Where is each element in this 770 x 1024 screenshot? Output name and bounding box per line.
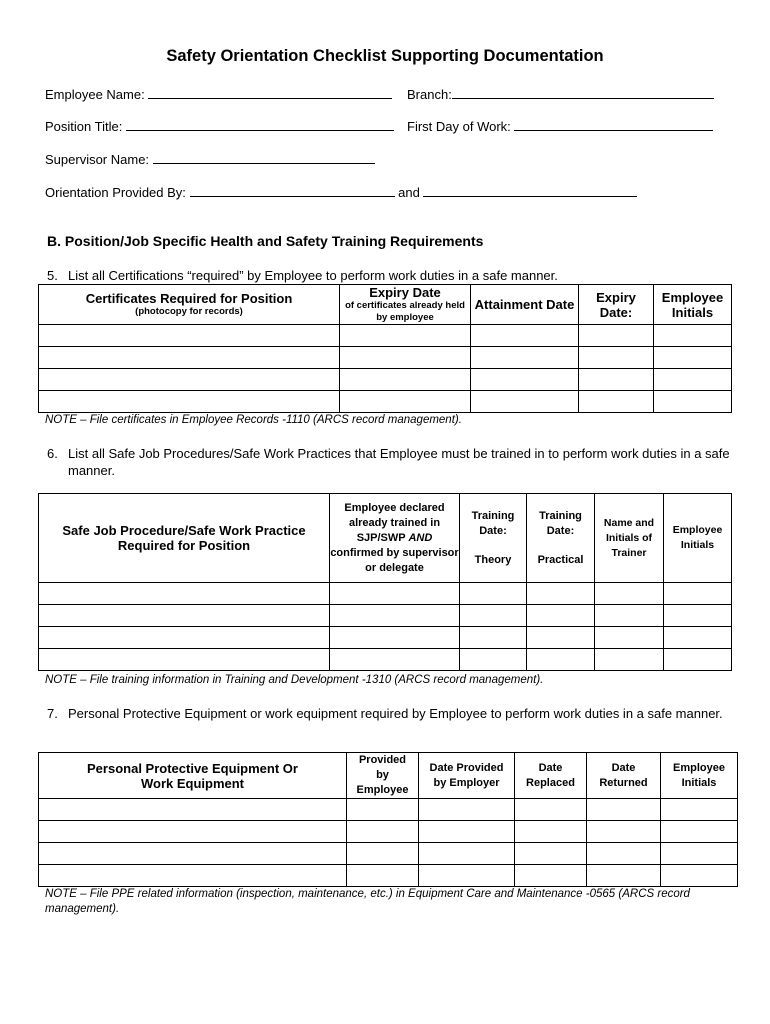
branch-row [407, 87, 714, 102]
table-cell[interactable] [419, 843, 515, 865]
item-7 [47, 705, 737, 722]
certifications-table [38, 284, 732, 413]
table-cell[interactable] [587, 821, 661, 843]
table-cell[interactable] [39, 325, 340, 347]
table-row [39, 649, 732, 671]
table-cell[interactable] [595, 605, 664, 627]
table-cell[interactable] [460, 649, 527, 671]
col-training-theory-sublabel: Theory [474, 553, 512, 566]
table-cell[interactable] [587, 843, 661, 865]
table-row [39, 369, 732, 391]
table-cell[interactable] [595, 583, 664, 605]
table-row [39, 347, 732, 369]
table-cell[interactable] [460, 583, 527, 605]
table-cell[interactable] [39, 583, 330, 605]
col-training-practical [527, 494, 595, 583]
col-expiry-held-sublabel: of certificates already held by employee [345, 300, 465, 323]
table-cell[interactable] [419, 799, 515, 821]
table-cell[interactable] [39, 391, 340, 413]
table-cell[interactable] [471, 325, 579, 347]
table-cell[interactable] [579, 369, 654, 391]
table-cell[interactable] [527, 627, 595, 649]
first-day-field[interactable] [514, 119, 713, 131]
col-provided-by-employee: Provided by Employee [347, 753, 419, 799]
table-cell[interactable] [527, 649, 595, 671]
table-cell[interactable] [654, 369, 732, 391]
item-7-note: NOTE – File PPE related information (inspection, maintenance, etc.) in Equipment Care and Maintenance -0565 (ARCS record management). [45, 888, 690, 915]
employee-name-row [45, 87, 392, 102]
table-cell[interactable] [471, 347, 579, 369]
position-title-field[interactable] [126, 119, 394, 131]
table-cell[interactable] [587, 865, 661, 887]
col-certificates [39, 285, 340, 325]
table-row [39, 799, 738, 821]
item-5 [47, 267, 737, 284]
col-training-practical-label: Training Date: [539, 509, 582, 537]
table-cell[interactable] [654, 325, 732, 347]
table-row [39, 821, 738, 843]
table-cell[interactable] [471, 391, 579, 413]
table-cell[interactable] [330, 583, 460, 605]
orientation-by-field-1[interactable] [190, 185, 395, 197]
table-cell[interactable] [39, 821, 347, 843]
table-cell[interactable] [595, 649, 664, 671]
table-cell[interactable] [39, 369, 340, 391]
item-5-note: NOTE – File certificates in Employee Records -1110 (ARCS record management). [45, 414, 462, 426]
item-6 [47, 445, 737, 479]
position-title-label: Position Title: [45, 119, 123, 134]
col-date-returned: Date Returned [587, 753, 661, 799]
table-cell[interactable] [515, 865, 587, 887]
col-ppe: Personal Protective Equipment Or Work Equipment [39, 753, 347, 799]
table-cell[interactable] [330, 627, 460, 649]
item-7-text: Personal Protective Equipment or work equipment required by Employee to perform work duties in a safe manner. [68, 706, 723, 721]
col-date-replaced: Date Replaced [515, 753, 587, 799]
table-cell[interactable] [595, 627, 664, 649]
position-title-row [45, 119, 394, 134]
branch-label: Branch: [407, 87, 452, 102]
table-cell[interactable] [664, 605, 732, 627]
item-6-number: 6. [47, 446, 58, 461]
table-cell[interactable] [664, 583, 732, 605]
sjp-header-row [39, 494, 732, 583]
table-row [39, 583, 732, 605]
table-cell[interactable] [347, 821, 419, 843]
col-employee-initials: Employee Initials [654, 285, 732, 325]
table-cell[interactable] [39, 799, 347, 821]
table-row [39, 325, 732, 347]
table-cell[interactable] [661, 821, 738, 843]
col-certificates-sublabel: (photocopy for records) [135, 306, 243, 317]
table-cell[interactable] [579, 325, 654, 347]
orientation-by-label: Orientation Provided By: [45, 185, 186, 200]
table-cell[interactable] [654, 391, 732, 413]
col-declared-label-1: Employee declared already trained in SJP/SWP [344, 501, 445, 544]
branch-field[interactable] [452, 87, 714, 99]
table-cell[interactable] [419, 865, 515, 887]
table-cell[interactable] [347, 865, 419, 887]
table-row [39, 605, 732, 627]
col-provided-by-employer: Date Provided by Employer [419, 753, 515, 799]
table-cell[interactable] [661, 843, 738, 865]
item-6-note: NOTE – File training information in Training and Development -1310 (ARCS record management). [45, 674, 544, 686]
table-cell[interactable] [527, 583, 595, 605]
table-cell[interactable] [471, 369, 579, 391]
table-cell[interactable] [39, 649, 330, 671]
orientation-by-row [45, 185, 637, 200]
table-cell[interactable] [460, 627, 527, 649]
table-row [39, 865, 738, 887]
ppe-header-row [39, 753, 738, 799]
table-cell[interactable] [419, 821, 515, 843]
table-cell[interactable] [515, 799, 587, 821]
item-6-text: List all Safe Job Procedures/Safe Work Practices that Employee must be trained in to perform work duties in a safe manner. [68, 446, 730, 478]
col-expiry-held-label: Expiry Date [369, 285, 441, 300]
table-row [39, 391, 732, 413]
supervisor-name-field[interactable] [153, 152, 375, 164]
col-declared-and: AND [408, 531, 433, 544]
certifications-header-row [39, 285, 732, 325]
supervisor-name-row [45, 152, 375, 167]
table-cell[interactable] [347, 843, 419, 865]
col-training-practical-sublabel: Practical [537, 553, 584, 566]
table-cell[interactable] [515, 843, 587, 865]
first-day-row [407, 119, 713, 134]
table-cell[interactable] [340, 391, 471, 413]
table-cell[interactable] [654, 347, 732, 369]
supervisor-name-label: Supervisor Name: [45, 152, 150, 167]
table-cell[interactable] [39, 605, 330, 627]
table-cell[interactable] [661, 865, 738, 887]
table-cell[interactable] [39, 843, 347, 865]
table-cell[interactable] [664, 649, 732, 671]
table-cell[interactable] [39, 347, 340, 369]
col-sjp: Safe Job Procedure/Safe Work Practice Required for Position [39, 494, 330, 583]
table-cell[interactable] [661, 799, 738, 821]
sjp-table [38, 493, 732, 671]
table-cell[interactable] [330, 605, 460, 627]
table-cell[interactable] [579, 347, 654, 369]
col-declared-label-2: confirmed by supervisor or delegate [330, 546, 459, 574]
col-sjp-initials: Employee Initials [664, 494, 732, 583]
section-b-heading: B. Position/Job Specific Health and Safety Training Requirements [47, 233, 484, 249]
col-ppe-initials: Employee Initials [661, 753, 738, 799]
table-cell[interactable] [587, 799, 661, 821]
orientation-by-field-2[interactable] [423, 185, 637, 197]
document-title: Safety Orientation Checklist Supporting Documentation [166, 47, 604, 65]
table-row [39, 843, 738, 865]
table-cell[interactable] [39, 627, 330, 649]
table-cell[interactable] [340, 369, 471, 391]
table-cell[interactable] [340, 347, 471, 369]
col-expiry-date: Expiry Date: [579, 285, 654, 325]
and-label: and [398, 185, 420, 200]
item-5-number: 5. [47, 268, 58, 283]
table-cell[interactable] [39, 865, 347, 887]
table-cell[interactable] [579, 391, 654, 413]
employee-name-label: Employee Name: [45, 87, 145, 102]
table-cell[interactable] [340, 325, 471, 347]
col-declared-trained [330, 494, 460, 583]
col-certificates-label: Certificates Required for Position [85, 291, 293, 306]
table-cell[interactable] [347, 799, 419, 821]
table-row [39, 627, 732, 649]
col-expiry-held [340, 285, 471, 325]
col-training-theory-label: Training Date: [471, 509, 515, 537]
table-cell[interactable] [515, 821, 587, 843]
item-5-text: List all Certifications “required” by Employee to perform work duties in a safe manner. [68, 268, 558, 283]
employee-name-field[interactable] [148, 87, 392, 99]
table-cell[interactable] [330, 649, 460, 671]
item-7-number: 7. [47, 706, 58, 721]
col-trainer: Name and Initials of Trainer [595, 494, 664, 583]
ppe-table [38, 752, 738, 887]
table-cell[interactable] [664, 627, 732, 649]
first-day-label: First Day of Work: [407, 119, 511, 134]
table-cell[interactable] [527, 605, 595, 627]
table-cell[interactable] [460, 605, 527, 627]
col-training-theory [460, 494, 527, 583]
col-attainment-date: Attainment Date [471, 285, 579, 325]
